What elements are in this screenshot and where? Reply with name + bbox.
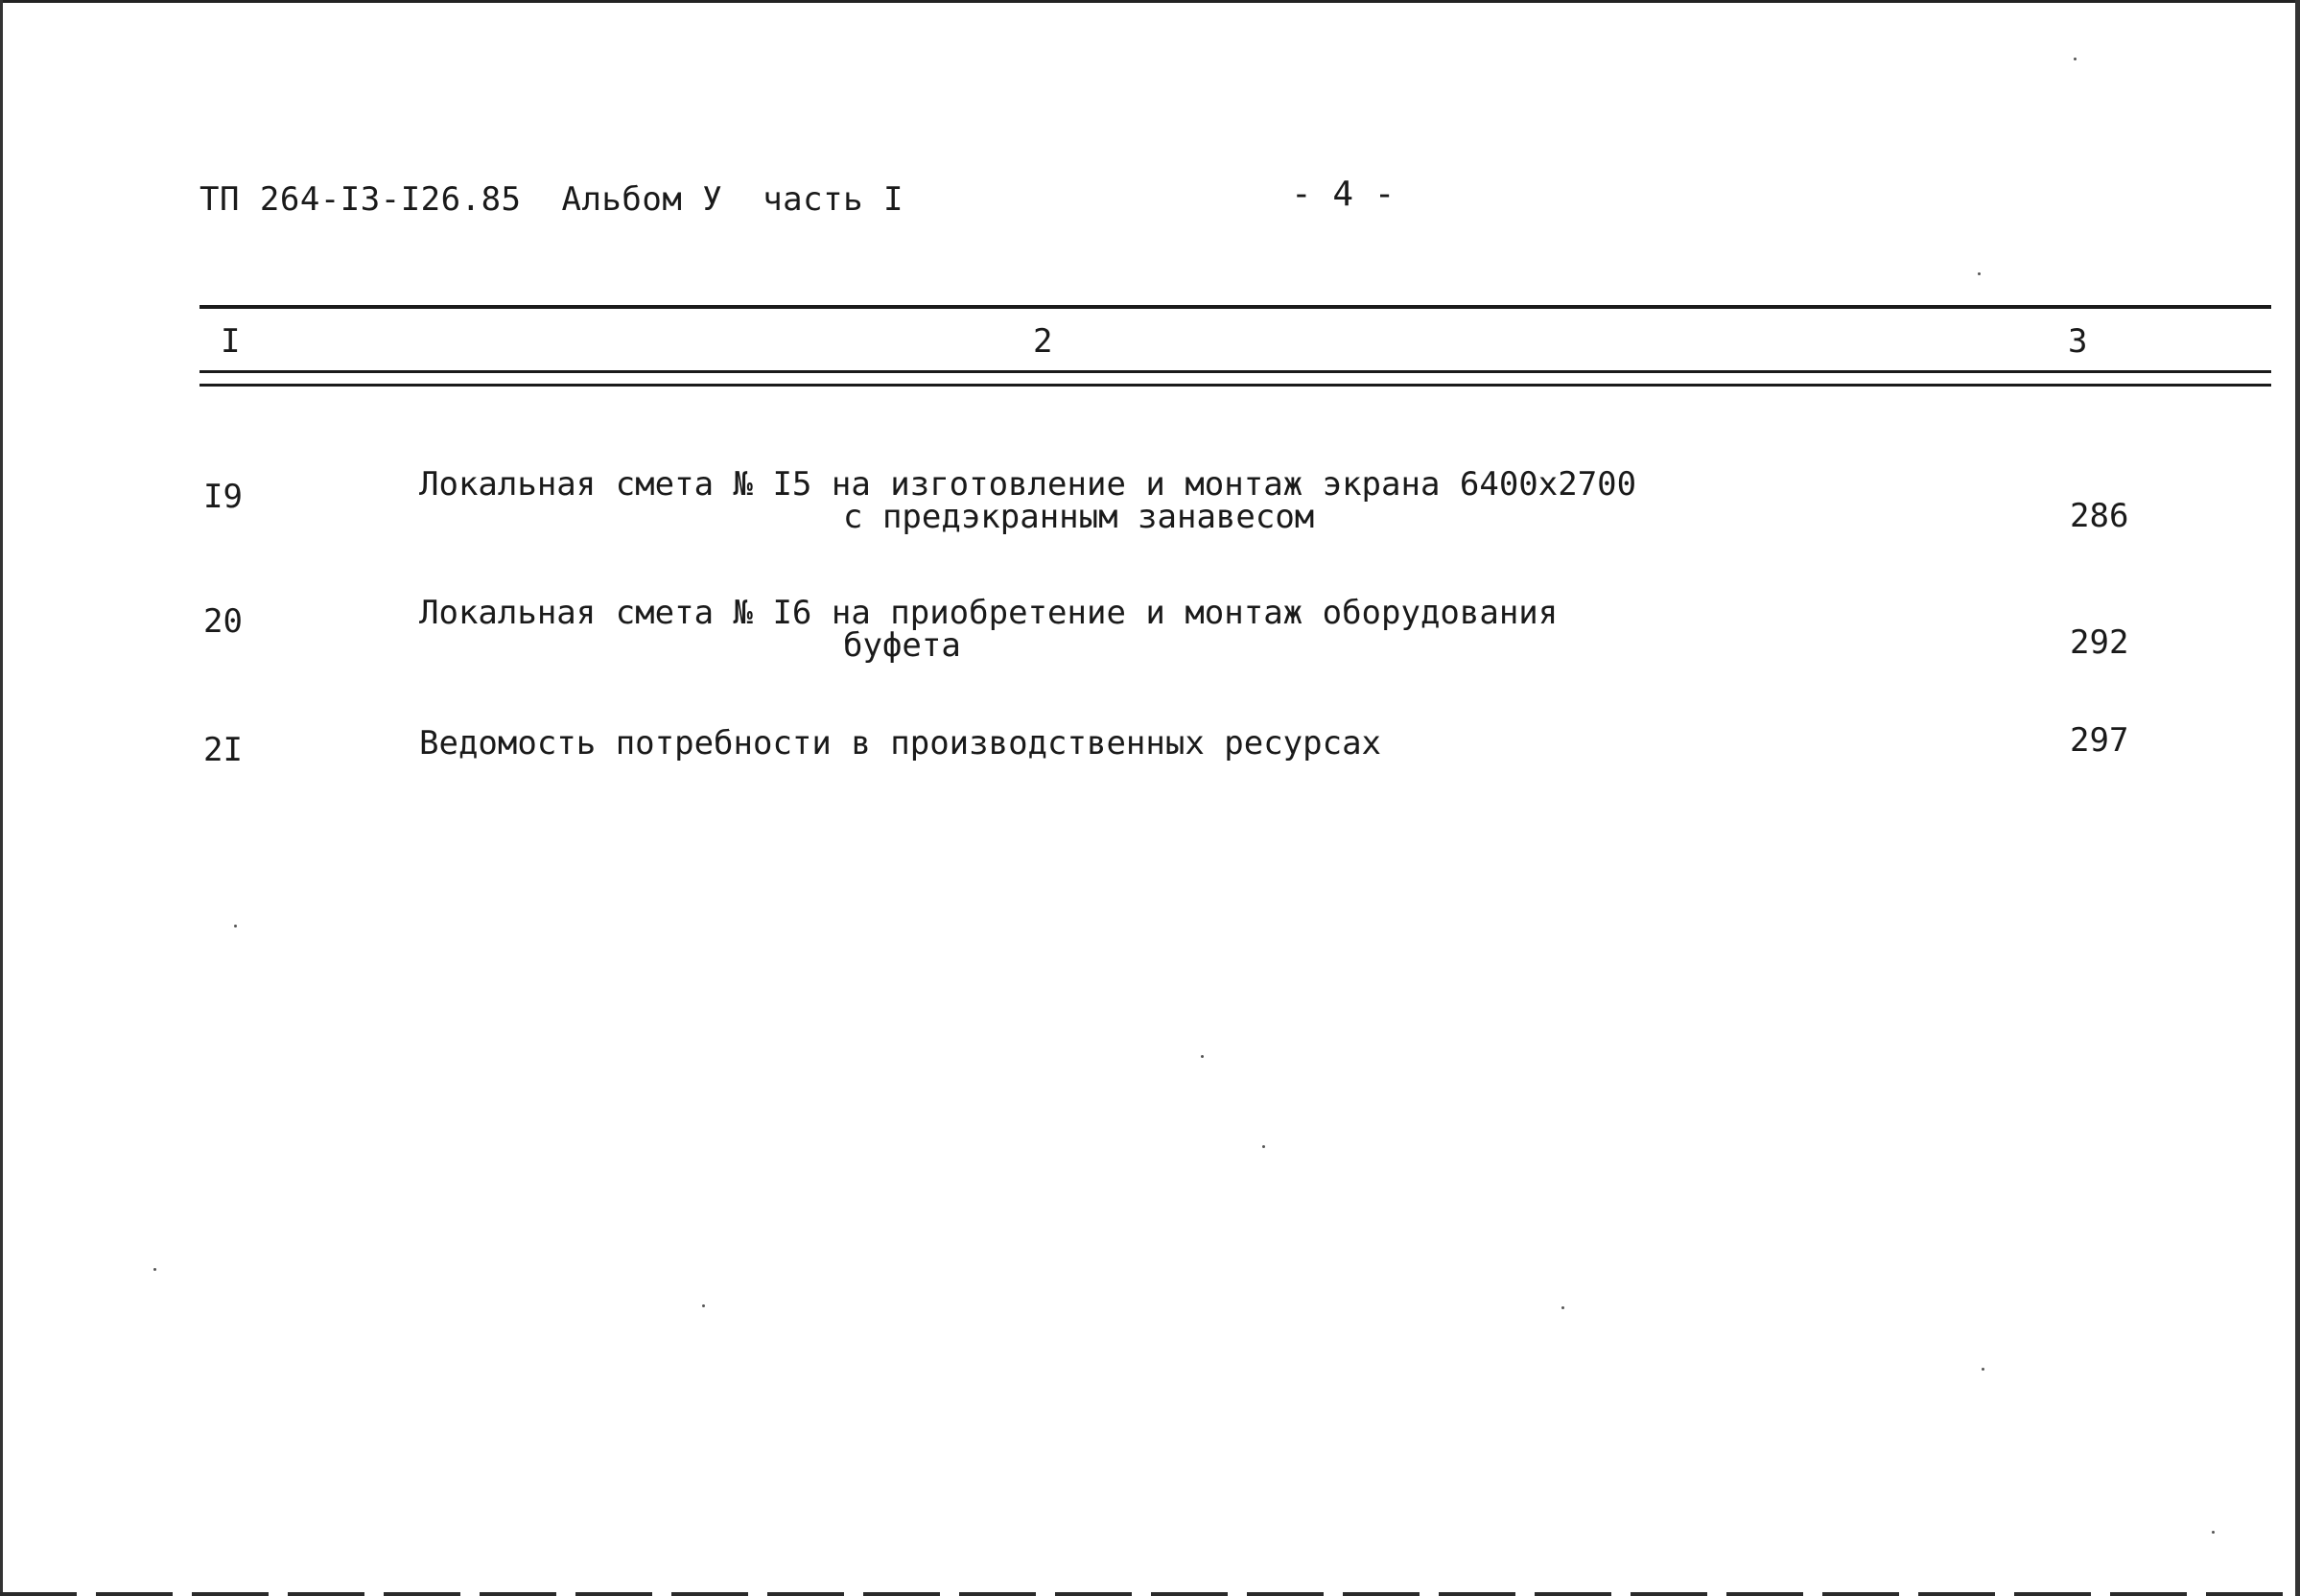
scan-speck xyxy=(234,925,237,927)
table-row-number: I9 xyxy=(203,478,243,516)
table-row-description xyxy=(419,594,1559,665)
scan-speck xyxy=(1201,1055,1204,1058)
table-row-number: 2I xyxy=(203,731,243,769)
description-line-1: Локальная смета № I5 на изготовление и монтаж экрана 6400x2700 xyxy=(419,465,1637,504)
table-row-page: 292 xyxy=(2070,623,2129,662)
scan-speck xyxy=(2212,1531,2215,1534)
table-row-number: 20 xyxy=(203,602,243,641)
scan-edge-top xyxy=(0,0,2300,3)
doc-code: ТП 264-I3-I26.85 xyxy=(199,180,522,219)
part-label: часть I xyxy=(763,180,904,219)
table-top-rule xyxy=(199,305,2271,309)
page-number: - 4 - xyxy=(1291,175,1396,214)
description-line-1: Локальная смета № I6 на приобретение и монтаж оборудования xyxy=(419,594,1559,632)
album-label: Альбом У xyxy=(561,180,723,219)
document-header xyxy=(199,180,904,219)
table-row-page: 297 xyxy=(2070,721,2129,760)
scan-edge-bottom xyxy=(0,1592,2300,1596)
scan-speck xyxy=(1262,1145,1265,1148)
scan-speck xyxy=(1978,272,1981,275)
scan-speck xyxy=(153,1268,156,1271)
column-header-3: 3 xyxy=(2068,322,2088,361)
column-header-1: I xyxy=(221,322,241,361)
description-line-2: буфета xyxy=(843,626,961,665)
column-header-2: 2 xyxy=(1033,322,1053,361)
table-row-page: 286 xyxy=(2070,497,2129,535)
scan-speck xyxy=(1561,1306,1564,1309)
scan-speck xyxy=(2074,58,2077,60)
scan-speck xyxy=(1982,1368,1984,1371)
scan-edge-right xyxy=(2295,0,2300,1596)
table-header-rule xyxy=(199,370,2271,373)
table-row-description xyxy=(419,465,1637,536)
scan-speck xyxy=(702,1304,705,1307)
table-header-rule-lower xyxy=(199,384,2271,387)
table-row-description xyxy=(419,724,1382,763)
description-line-1: Ведомость потребности в производственных ресурсах xyxy=(419,724,1382,763)
description-line-2: с предэкранным занавесом xyxy=(843,498,1315,536)
scan-edge-left xyxy=(0,0,3,1596)
